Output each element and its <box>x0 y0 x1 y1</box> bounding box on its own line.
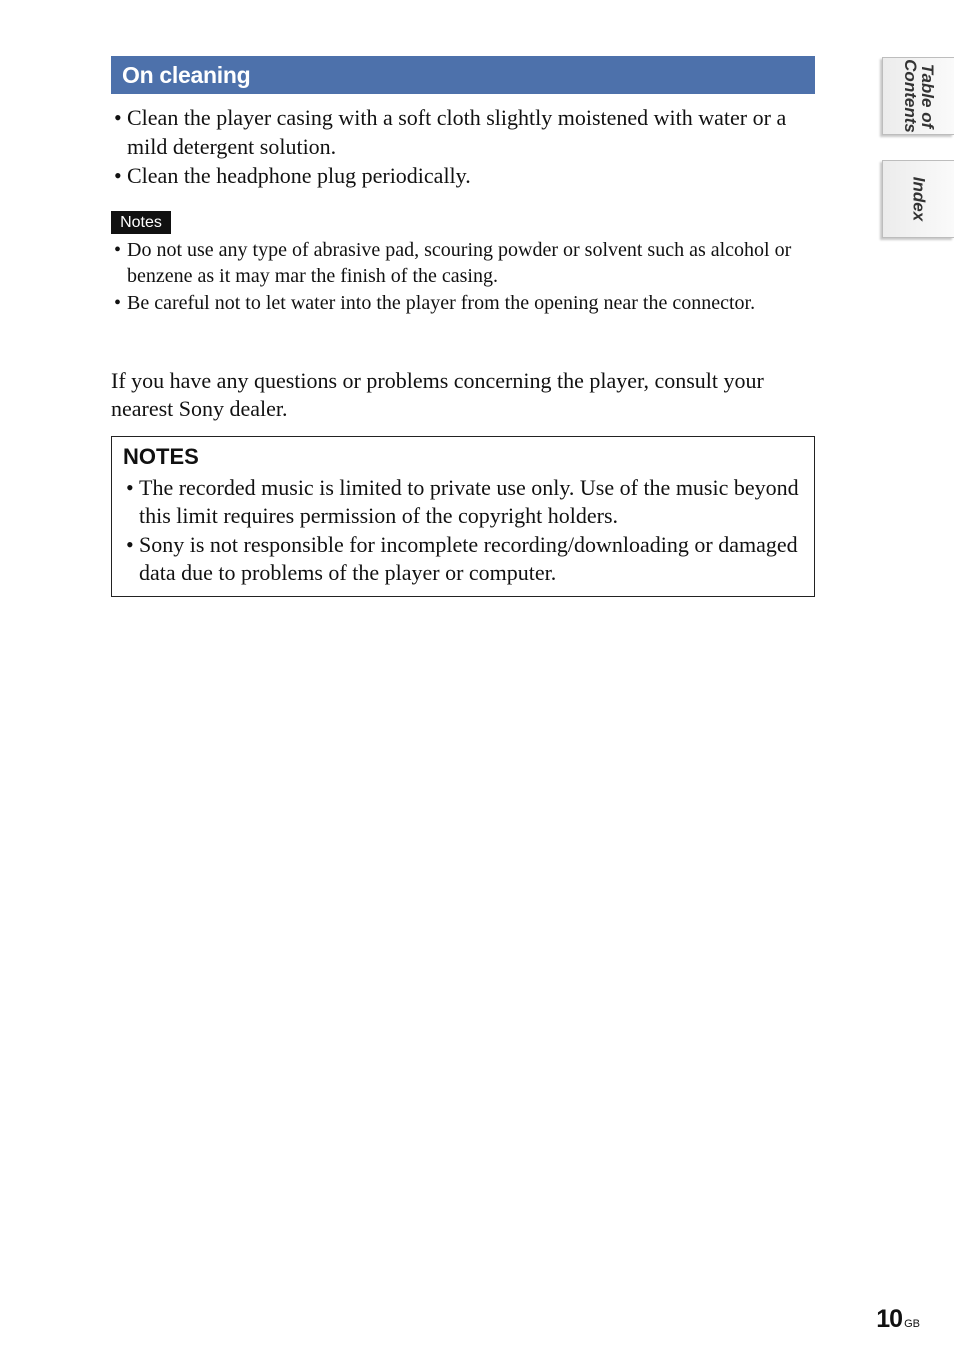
notes-label: Notes <box>111 211 171 234</box>
note-item: • Do not use any type of abrasive pad, scouring powder or solvent such as alcohol or benzene as it may mar the finish of the casing. <box>111 238 801 289</box>
notes-box-title: NOTES <box>123 444 199 469</box>
page-number-value: 10 <box>876 1305 903 1333</box>
table-of-contents-tab-label: Table of Contents <box>900 59 937 133</box>
note-item: • Be careful not to let water into the player from the opening near the connector. <box>111 291 801 317</box>
contact-paragraph: If you have any questions or problems concerning the player, consult your nearest Sony dealer. <box>111 368 764 421</box>
notes-box-item: • Sony is not responsible for incomplete recording/downloading or damaged data due to problems of the player or computer. <box>123 531 803 586</box>
list-item: • Clean the headphone plug periodically. <box>111 162 823 191</box>
notes-bullet-list <box>111 238 801 319</box>
table-of-contents-tab[interactable] <box>882 57 954 135</box>
index-tab-label: Index <box>909 176 928 222</box>
section-header <box>111 56 815 94</box>
notes-box <box>111 436 815 597</box>
list-item: • Clean the player casing with a soft cloth slightly moistened with water or a mild detergent solution. <box>111 104 823 161</box>
notes-box-list <box>123 474 803 588</box>
notes-box-item: • The recorded music is limited to private use only. Use of the music beyond this limit requires permission of the copyright holders. <box>123 474 803 529</box>
page-number-suffix: GB <box>904 1318 920 1330</box>
cleaning-bullet-list <box>111 104 823 192</box>
index-tab[interactable] <box>882 160 954 238</box>
section-title: On cleaning <box>122 62 251 88</box>
page-number <box>876 1305 920 1334</box>
